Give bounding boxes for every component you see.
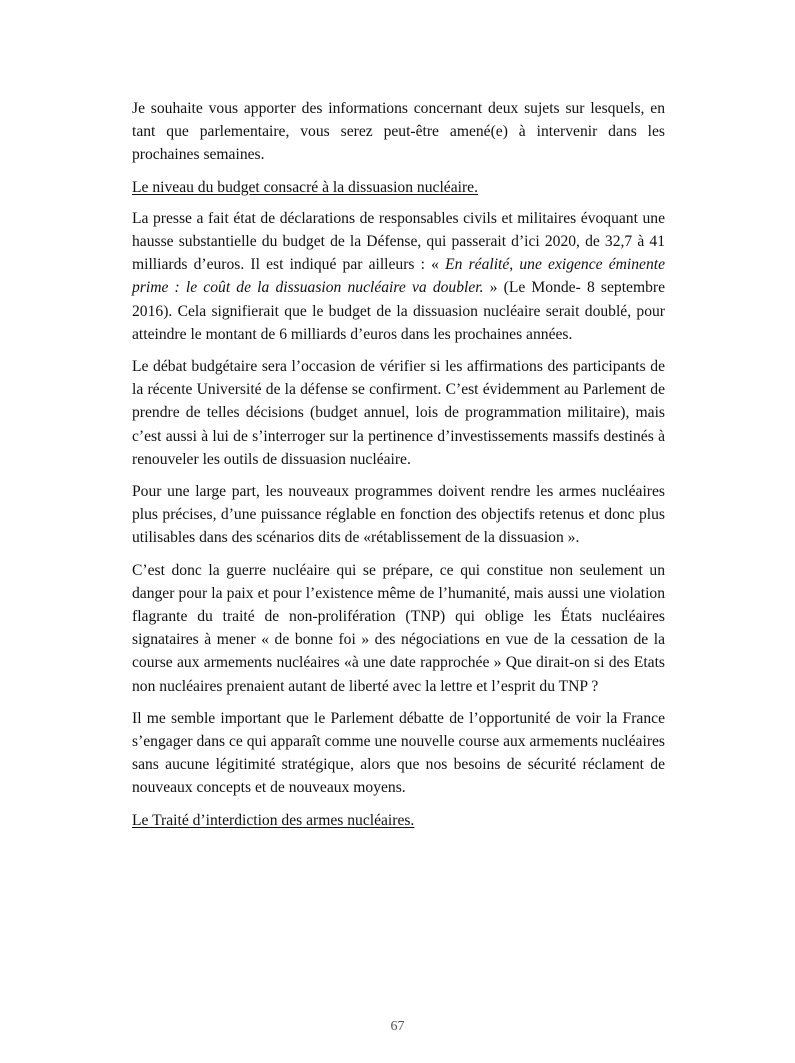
document-body [132,97,665,840]
section-heading-budget [132,176,665,199]
press-paragraph-tail: » (Le Monde- 8 septembre 2016). Cela signifierait que le budget de la dissuasion nucléaire serait doublé, pour atteindre le montant de 6 milliards d’euros dans les prochaines années. [132,279,665,343]
page-number: 67 [390,1019,405,1034]
nuclear-war-paragraph: C’est donc la guerre nucléaire qui se prépare, ce qui constitue non seulement un danger pour la paix et pour l’existence même de l’humanité, mais aussi une violation flagrante du traité de non-prolifération (TNP) qui oblige les États nucléaires signataires à mener « de bonne foi » des négociations en vue de la cessation de la course aux armements nucléaires «à une date rapprochée » Que dirait-on si des Etats non nucléaires prenaient autant de liberté avec la lettre et l’esprit du TNP ? [132,561,665,695]
section-heading-treaty [132,809,665,832]
press-quote: En réalité, une exigence éminente prime : le coût de la dissuasion nucléaire va doubler. [132,256,666,297]
budget-debate-paragraph: Le débat budgétaire sera l’occasion de vérifier si les affirmations des participants de la récente Université de la défense se confirment. C’est évidemment au Parlement de prendre de telles décisions (budget annuel, lois de programmation militaire), mais c’est aussi à lui de s’interroger sur la pertinence d’investissements massifs destinés à renouveler les outils de dissuasion nucléaire. [132,358,665,468]
intro-paragraph: Je souhaite vous apporter des informations concernant deux sujets sur lesquels, en tant que parlementaire, vous serez peut-être amené(e) à intervenir dans les prochaines semaines. [132,100,665,164]
press-paragraph [132,207,665,346]
section-heading-budget-text: Le niveau du budget consacré à la dissuasion nucléaire. [132,178,478,196]
press-paragraph-lead: La presse a fait état de déclarations de responsables civils et militaires évoquant une hausse substantielle du budget de la Défense, qui passerait d’ici 2020, de 32,7 à 41 milliards d’euros. Il est indiqué par ailleurs : « [132,209,665,274]
new-programs-paragraph: Pour une large part, les nouveaux programmes doivent rendre les armes nucléaires plus précises, d’une puissance réglable en fonction des objectifs retenus et donc plus utilisables dans des scénarios dits de «rétablissement de la dissuasion ». [132,483,665,547]
parliament-debate-paragraph: Il me semble important que le Parlement débatte de l’opportunité de voir la France s’engager dans ce qui apparaît comme une nouvelle course aux armements nucléaires sans aucune légitimité stratégique, alors que nos besoins de sécurité réclament de nouveaux concepts et de nouveaux moyens. [132,709,665,797]
section-heading-treaty-text: Le Traité d’interdiction des armes nucléaires. [132,811,415,829]
